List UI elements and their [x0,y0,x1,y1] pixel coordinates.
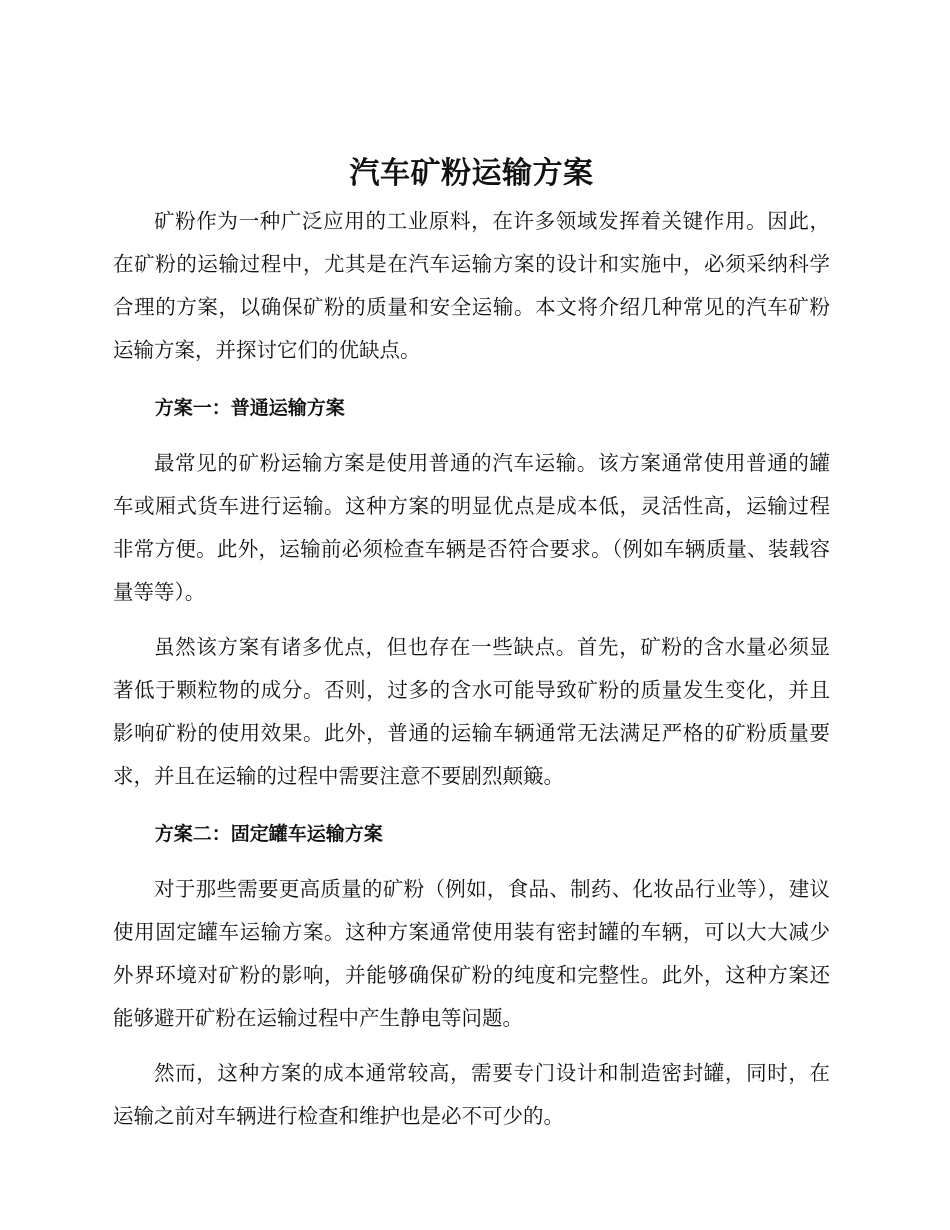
document-title: 汽车矿粉运输方案 [349,156,594,191]
intro-paragraph: 矿粉作为一种广泛应用的工业原料，在许多领域发挥着关键作用。因此，在矿粉的运输过程中，尤其是在汽车运输方案的设计和实施中，必须采纳科学合理的方案，以确保矿粉的质量和安全运输。本文将介绍几种常见的汽车矿粉运输方案，并探讨它们的优缺点。 [113,209,830,362]
body-paragraph: 最常见的矿粉运输方案是使用普通的汽车运输。该方案通常使用普通的罐车或厢式货车进行运输。这种方案的明显优点是成本低，灵活性高，运输过程非常方便。此外，运输前必须检查车辆是否符合要求。（例如车辆质量、装载容量等等）。 [113,451,830,604]
body-paragraph: 虽然该方案有诸多优点，但也存在一些缺点。首先，矿粉的含水量必须显著低于颗粒物的成分。否则，过多的含水可能导致矿粉的质量发生变化，并且影响矿粉的使用效果。此外，普通的运输车辆通常无法满足严格的矿粉质量要求，并且在运输的过程中需要注意不要剧烈颠簸。 [113,635,830,788]
body-paragraph: 对于那些需要更高质量的矿粉（例如，食品、制药、化妆品行业等），建议使用固定罐车运输方案。这种方案通常使用装有密封罐的车辆，可以大大减少外界环境对矿粉的影响，并能够确保矿粉的纯度和完整性。此外，这种方案还能够避开矿粉在运输过程中产生静电等问题。 [113,877,830,1030]
section-heading: 方案一：普通运输方案 [154,397,345,419]
document-page [113,148,830,1138]
section-plan-one [113,394,830,798]
section-plan-two [113,820,830,1138]
body-paragraph: 然而，这种方案的成本通常较高，需要专门设计和制造密封罐，同时，在运输之前对车辆进行检查和维护也是必不可少的。 [113,1061,830,1128]
section-heading: 方案二：固定罐车运输方案 [154,823,383,845]
